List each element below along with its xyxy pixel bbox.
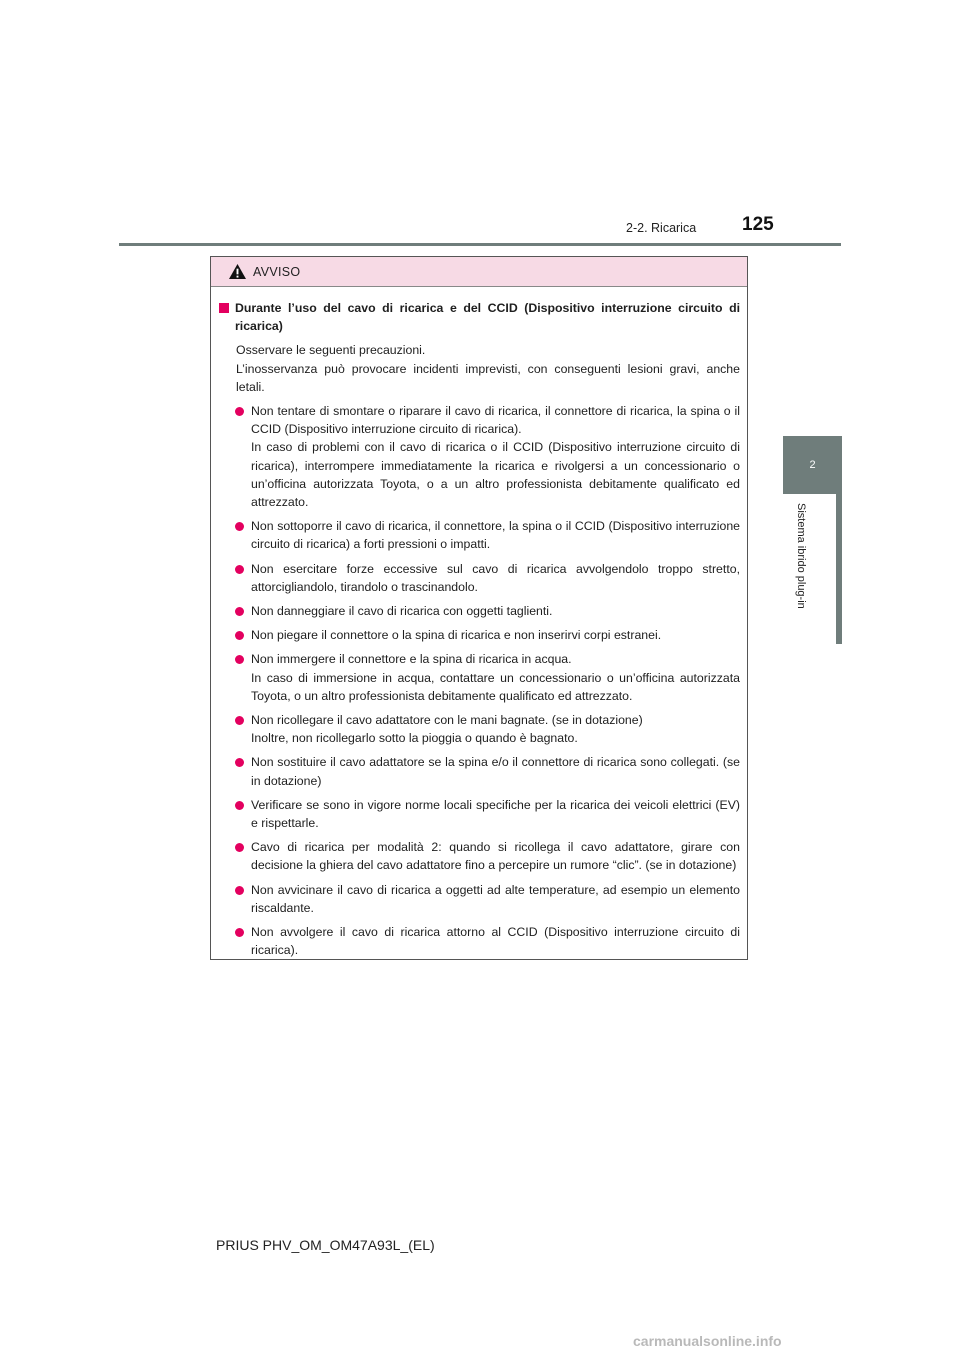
watermark-logo: carmanualsonline.info xyxy=(633,1333,782,1349)
bullet-dot-icon xyxy=(235,716,244,725)
bullet-dot-icon xyxy=(235,758,244,767)
list-item-text xyxy=(251,711,740,747)
list-item-text xyxy=(251,626,740,644)
precaution-list xyxy=(219,402,740,959)
list-item xyxy=(219,602,740,620)
list-item-line: Non sostituire il cavo adattatore se la spina e/o il connettore di ricarica sono collegati. (se in dotazione) xyxy=(251,755,740,788)
bullet-dot-icon xyxy=(235,843,244,852)
square-bullet-icon xyxy=(219,303,229,313)
intro-line: Osservare le seguenti precauzioni. xyxy=(236,343,426,358)
list-item-text xyxy=(251,560,740,596)
bullet-dot-icon xyxy=(235,522,244,531)
list-item-line: Non avvolgere il cavo di ricarica attorno al CCID (Dispositivo interruzione circuito di ricarica). xyxy=(251,925,740,958)
warning-body xyxy=(211,287,747,960)
bullet-dot-icon xyxy=(235,407,244,416)
chapter-number: 2 xyxy=(809,459,816,471)
list-item-text xyxy=(251,838,740,874)
chapter-tab xyxy=(783,436,842,494)
warning-box xyxy=(210,256,748,960)
intro-text xyxy=(219,341,740,396)
section-heading xyxy=(219,299,740,335)
list-item-line: In caso di immersione in acqua, contattare un concessionario o un’officina autorizzata Toyota, o un altro professionista debitamente qualificato ed attrezzato. xyxy=(251,670,740,703)
list-item xyxy=(219,711,740,747)
bullet-dot-icon xyxy=(235,801,244,810)
list-item xyxy=(219,626,740,644)
bullet-dot-icon xyxy=(235,928,244,937)
section-heading-text: Durante l’uso del cavo di ricarica e del CCID (Dispositivo interruzione circuito di ricarica) xyxy=(235,301,740,334)
list-item-line: Verificare se sono in vigore norme locali specifiche per la ricarica dei veicoli elettrici (EV) e rispettarle. xyxy=(251,797,740,831)
list-item-text xyxy=(251,923,740,959)
list-item-line: Cavo di ricarica per modalità 2: quando si ricollega il cavo adattatore, girare con decisione la ghiera del cavo adattatore fino a percepire un rumore “clic”. (se in dotazione) xyxy=(251,840,740,873)
list-item-text xyxy=(251,517,740,553)
list-item xyxy=(219,881,740,917)
list-item-line: Non danneggiare il cavo di ricarica con oggetti taglienti. xyxy=(251,604,553,619)
list-item xyxy=(219,796,740,832)
list-item xyxy=(219,753,740,789)
list-item-line: Non tentare di smontare o riparare il cavo di ricarica, il connettore di ricarica, la spina o il CCID (Dispositivo interruzione circuito di ricarica). xyxy=(251,404,740,437)
list-item-text xyxy=(251,796,740,832)
chapter-label: Sistema ibrido plug-in xyxy=(795,503,807,609)
document-code: PRIUS PHV_OM_OM47A93L_(EL) xyxy=(216,1237,435,1253)
list-item-text xyxy=(251,881,740,917)
list-item-line: Inoltre, non ricollegarlo sotto la pioggia o quando è bagnato. xyxy=(251,731,578,746)
list-item-text xyxy=(251,650,740,705)
list-item-line: Non esercitare forze eccessive sul cavo di ricarica avvolgendolo troppo stretto, attorcigliandolo, tirandolo o trascinandolo. xyxy=(251,561,740,594)
warning-header xyxy=(211,257,747,287)
chapter-tab-rail xyxy=(836,494,842,644)
list-item xyxy=(219,650,740,705)
list-item xyxy=(219,838,740,874)
list-item-text xyxy=(251,402,740,511)
list-item-text xyxy=(251,753,740,789)
list-item-line: Non immergere il connettore e la spina di ricarica in acqua. xyxy=(251,652,572,667)
header-section-title: 2-2. Ricarica xyxy=(626,221,697,235)
bullet-dot-icon xyxy=(235,655,244,664)
bullet-dot-icon xyxy=(235,886,244,895)
list-item xyxy=(219,560,740,596)
warning-label: AVVISO xyxy=(253,264,301,279)
header-divider xyxy=(119,243,841,246)
bullet-dot-icon xyxy=(235,607,244,616)
page-number: 125 xyxy=(742,214,774,235)
bullet-dot-icon xyxy=(235,565,244,574)
list-item-line: Non piegare il connettore o la spina di ricarica e non inserirvi corpi estranei. xyxy=(251,628,662,643)
list-item xyxy=(219,517,740,553)
list-item xyxy=(219,402,740,511)
list-item xyxy=(219,923,740,959)
intro-line: L’inosservanza può provocare incidenti imprevisti, con conseguenti lesioni gravi, anche letali. xyxy=(236,361,740,394)
warning-triangle-icon xyxy=(228,263,247,280)
list-item-line: Non avvicinare il cavo di ricarica a oggetti ad alte temperature, ad esempio un elemento riscaldante. xyxy=(251,882,740,915)
list-item-text xyxy=(251,602,740,620)
list-item-line: In caso di problemi con il cavo di ricarica o il CCID (Dispositivo interruzione circuito di ricarica), interrompere immediatamente la ricarica e rivolgersi a un concessionario o un’officina autorizzata Toyota, o a un altro professionista debitamente qualificato ed attrezzato. xyxy=(251,440,740,510)
list-item-line: Non sottoporre il cavo di ricarica, il connettore, la spina o il CCID (Dispositivo interruzione circuito di ricarica) a forti pressioni o impatti. xyxy=(251,519,740,552)
bullet-dot-icon xyxy=(235,631,244,640)
list-item-line: Non ricollegare il cavo adattatore con le mani bagnate. (se in dotazione) xyxy=(251,713,643,728)
